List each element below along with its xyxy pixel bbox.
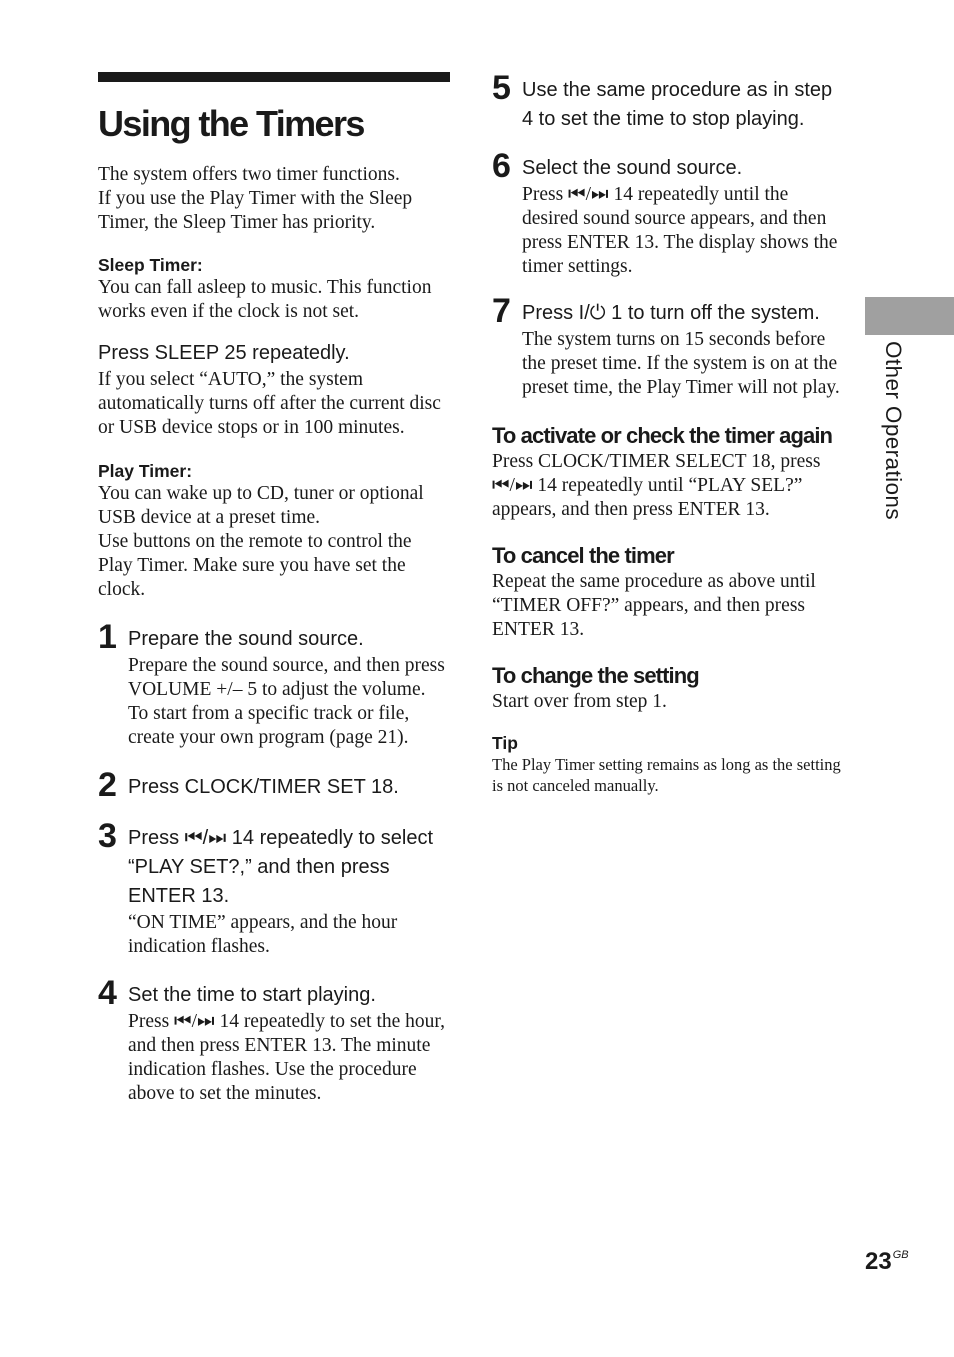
intro-line: If you use the Play Timer with the Sleep Timer, the Sleep Timer has priority. bbox=[98, 188, 413, 233]
title-rule bbox=[98, 72, 450, 82]
step-detail: The system turns on 15 seconds before the preset time. If the system is on at the preset time, the Play Timer will not play. bbox=[522, 329, 840, 398]
step-7 bbox=[492, 292, 844, 400]
right-column bbox=[492, 69, 844, 796]
sleep-timer-instruction: Press SLEEP 25 repeatedly. bbox=[98, 342, 350, 364]
section-change bbox=[492, 662, 844, 714]
side-tab-label: Other Operations bbox=[881, 341, 906, 520]
play-timer-desc: Use buttons on the remote to control the Play Timer. Make sure you have set the clock. bbox=[98, 531, 412, 600]
sleep-timer-detail: If you select “AUTO,” the system automatically turns off after the current disc or USB device stops or in 100 minutes. bbox=[98, 369, 441, 438]
step-5 bbox=[492, 69, 844, 134]
step-instruction: Use the same procedure as in step 4 to set the time to stop playing. bbox=[522, 79, 833, 130]
page-title: Using the Timers bbox=[98, 103, 364, 144]
step-instruction: Set the time to start playing. bbox=[128, 984, 376, 1006]
side-tab-marker bbox=[865, 297, 954, 335]
step-4 bbox=[98, 974, 450, 1106]
sleep-timer-desc: You can fall asleep to music. This function works even if the clock is not set. bbox=[98, 277, 432, 322]
section-heading: To change the setting bbox=[492, 663, 699, 688]
page-number-value: 23 bbox=[865, 1248, 892, 1275]
step-instruction: Select the sound source. bbox=[522, 157, 743, 179]
section-text: Start over from step 1. bbox=[492, 691, 667, 712]
step-detail: Prepare the sound source, and then press VOLUME +/– 5 to adjust the volume. bbox=[128, 655, 445, 700]
tip-box bbox=[492, 732, 844, 796]
page-number-suffix: GB bbox=[892, 1249, 909, 1261]
play-timer-desc: You can wake up to CD, tuner or optional USB device at a preset time. bbox=[98, 483, 424, 528]
step-number: 3 bbox=[98, 817, 115, 855]
section-text: Repeat the same procedure as above until “TIMER OFF?” appears, and then press ENTER 13. bbox=[492, 571, 816, 640]
step-detail: To start from a specific track or file, create your own program (page 21). bbox=[128, 703, 410, 748]
step-detail: Press ⏮/⏭ 14 repeatedly until the desired sound source appears, and then press ENTER 13. The display shows the timer settings. bbox=[522, 184, 838, 277]
left-column bbox=[98, 72, 450, 1106]
section-activate bbox=[492, 422, 844, 522]
intro-line: The system offers two timer functions. bbox=[98, 164, 400, 185]
step-number: 7 bbox=[492, 292, 509, 330]
step-instruction: Press I/⏻ 1 to turn off the system. bbox=[522, 302, 820, 324]
section-text: Press CLOCK/TIMER SELECT 18, press ⏮/⏭ 14 repeatedly until “PLAY SEL?” appears, and then press ENTER 13. bbox=[492, 451, 821, 520]
tip-text: The Play Timer setting remains as long as the setting is not canceled manually. bbox=[492, 755, 841, 795]
sleep-timer-heading: Sleep Timer: bbox=[98, 255, 203, 275]
step-instruction: Prepare the sound source. bbox=[128, 628, 364, 650]
section-heading: To activate or check the timer again bbox=[492, 423, 833, 448]
step-detail: “ON TIME” appears, and the hour indication flashes. bbox=[128, 912, 398, 957]
step-number: 4 bbox=[98, 974, 115, 1012]
step-number: 5 bbox=[492, 69, 509, 107]
step-instruction: Press CLOCK/TIMER SET 18. bbox=[128, 776, 399, 798]
play-timer-section bbox=[98, 460, 450, 602]
step-3 bbox=[98, 817, 450, 959]
step-number: 1 bbox=[98, 618, 115, 656]
step-2 bbox=[98, 766, 450, 804]
intro bbox=[98, 163, 450, 235]
tip-label: Tip bbox=[492, 733, 518, 753]
page-number bbox=[865, 1248, 909, 1276]
step-instruction: Press ⏮/⏭ 14 repeatedly to select “PLAY SET?,” and then press ENTER 13. bbox=[128, 827, 434, 907]
step-detail: Press ⏮/⏭ 14 repeatedly to set the hour, and then press ENTER 13. The minute indication flashes. Use the procedure above to set the minutes. bbox=[128, 1011, 446, 1104]
play-timer-heading: Play Timer: bbox=[98, 461, 193, 481]
section-cancel bbox=[492, 542, 844, 642]
step-6 bbox=[492, 147, 844, 279]
step-1 bbox=[98, 618, 450, 750]
step-number: 6 bbox=[492, 147, 509, 185]
step-number: 2 bbox=[98, 766, 115, 804]
sleep-timer-section bbox=[98, 254, 450, 440]
section-heading: To cancel the timer bbox=[492, 543, 674, 568]
